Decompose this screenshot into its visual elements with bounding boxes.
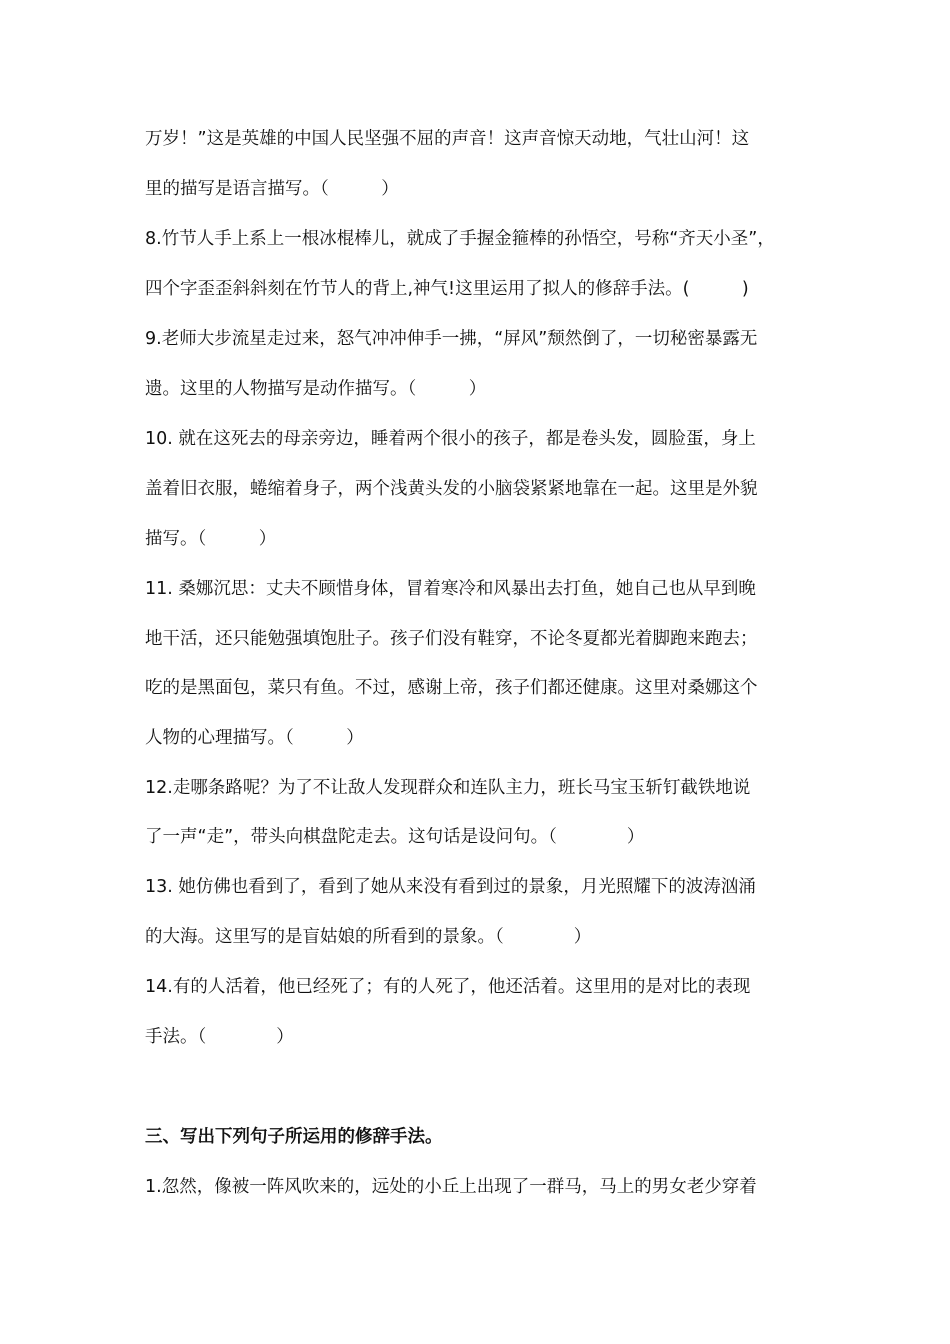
- text-line: 了一声“走”，带头向棋盘陀走去。这句话是设问句。（ ）: [145, 827, 645, 847]
- text-line: 1.忽然，像被一阵风吹来的，远处的小丘上出现了一群马，马上的男女老少穿着: [145, 1177, 757, 1197]
- text-line: 9.老师大步流星走过来，怒气冲冲伸手一拂，“屏风”颓然倒了，一切秘密暴露无: [145, 329, 758, 349]
- text-line: 遗。这里的人物描写是动作描写。（ ）: [145, 379, 487, 399]
- text-line: 的大海。这里写的是盲姑娘的所看到的景象。（ ）: [145, 927, 592, 947]
- text-line: 8.竹节人手上系上一根冰棍棒儿，就成了手握金箍棒的孙悟空，号称“齐天小圣”，: [145, 229, 775, 249]
- text-line: 10. 就在这死去的母亲旁边，睡着两个很小的孩子，都是卷头发，圆脸蛋，身上: [145, 429, 756, 449]
- text-line: 万岁！”这是英雄的中国人民坚强不屈的声音！这声音惊天动地，气壮山河！这: [145, 129, 750, 149]
- text-line: 手法。（ ）: [145, 1027, 294, 1047]
- section-heading: 三、写出下列句子所运用的修辞手法。: [145, 1127, 443, 1147]
- text-line: 12.走哪条路呢？为了不让敌人发现群众和连队主力，班长马宝玉斩钉截铁地说: [145, 778, 751, 798]
- text-line: 14.有的人活着，他已经死了；有的人死了，他还活着。这里用的是对比的表现: [145, 977, 751, 997]
- text-line: 描写。（ ）: [145, 529, 277, 549]
- text-line: 地干活，还只能勉强填饱肚子。孩子们没有鞋穿，不论冬夏都光着脚跑来跑去；: [145, 629, 758, 649]
- text-line: 盖着旧衣服，蜷缩着身子，两个浅黄头发的小脑袋紧紧地靠在一起。这里是外貌: [145, 479, 758, 499]
- text-line: 人物的心理描写。（ ）: [145, 728, 364, 748]
- text-line: 四个字歪歪斜斜刻在竹节人的背上,神气!这里运用了拟人的修辞手法。( ): [145, 279, 749, 299]
- text-line: 13. 她仿佛也看到了，看到了她从来没有看到过的景象，月光照耀下的波涛汹涌: [145, 877, 756, 897]
- text-line: 里的描写是语言描写。（ ）: [145, 179, 399, 199]
- text-line: 吃的是黑面包，菜只有鱼。不过，感谢上帝，孩子们都还健康。这里对桑娜这个: [145, 678, 758, 698]
- text-line: 11. 桑娜沉思：丈夫不顾惜身体，冒着寒冷和风暴出去打鱼，她自己也从早到晚: [145, 579, 756, 599]
